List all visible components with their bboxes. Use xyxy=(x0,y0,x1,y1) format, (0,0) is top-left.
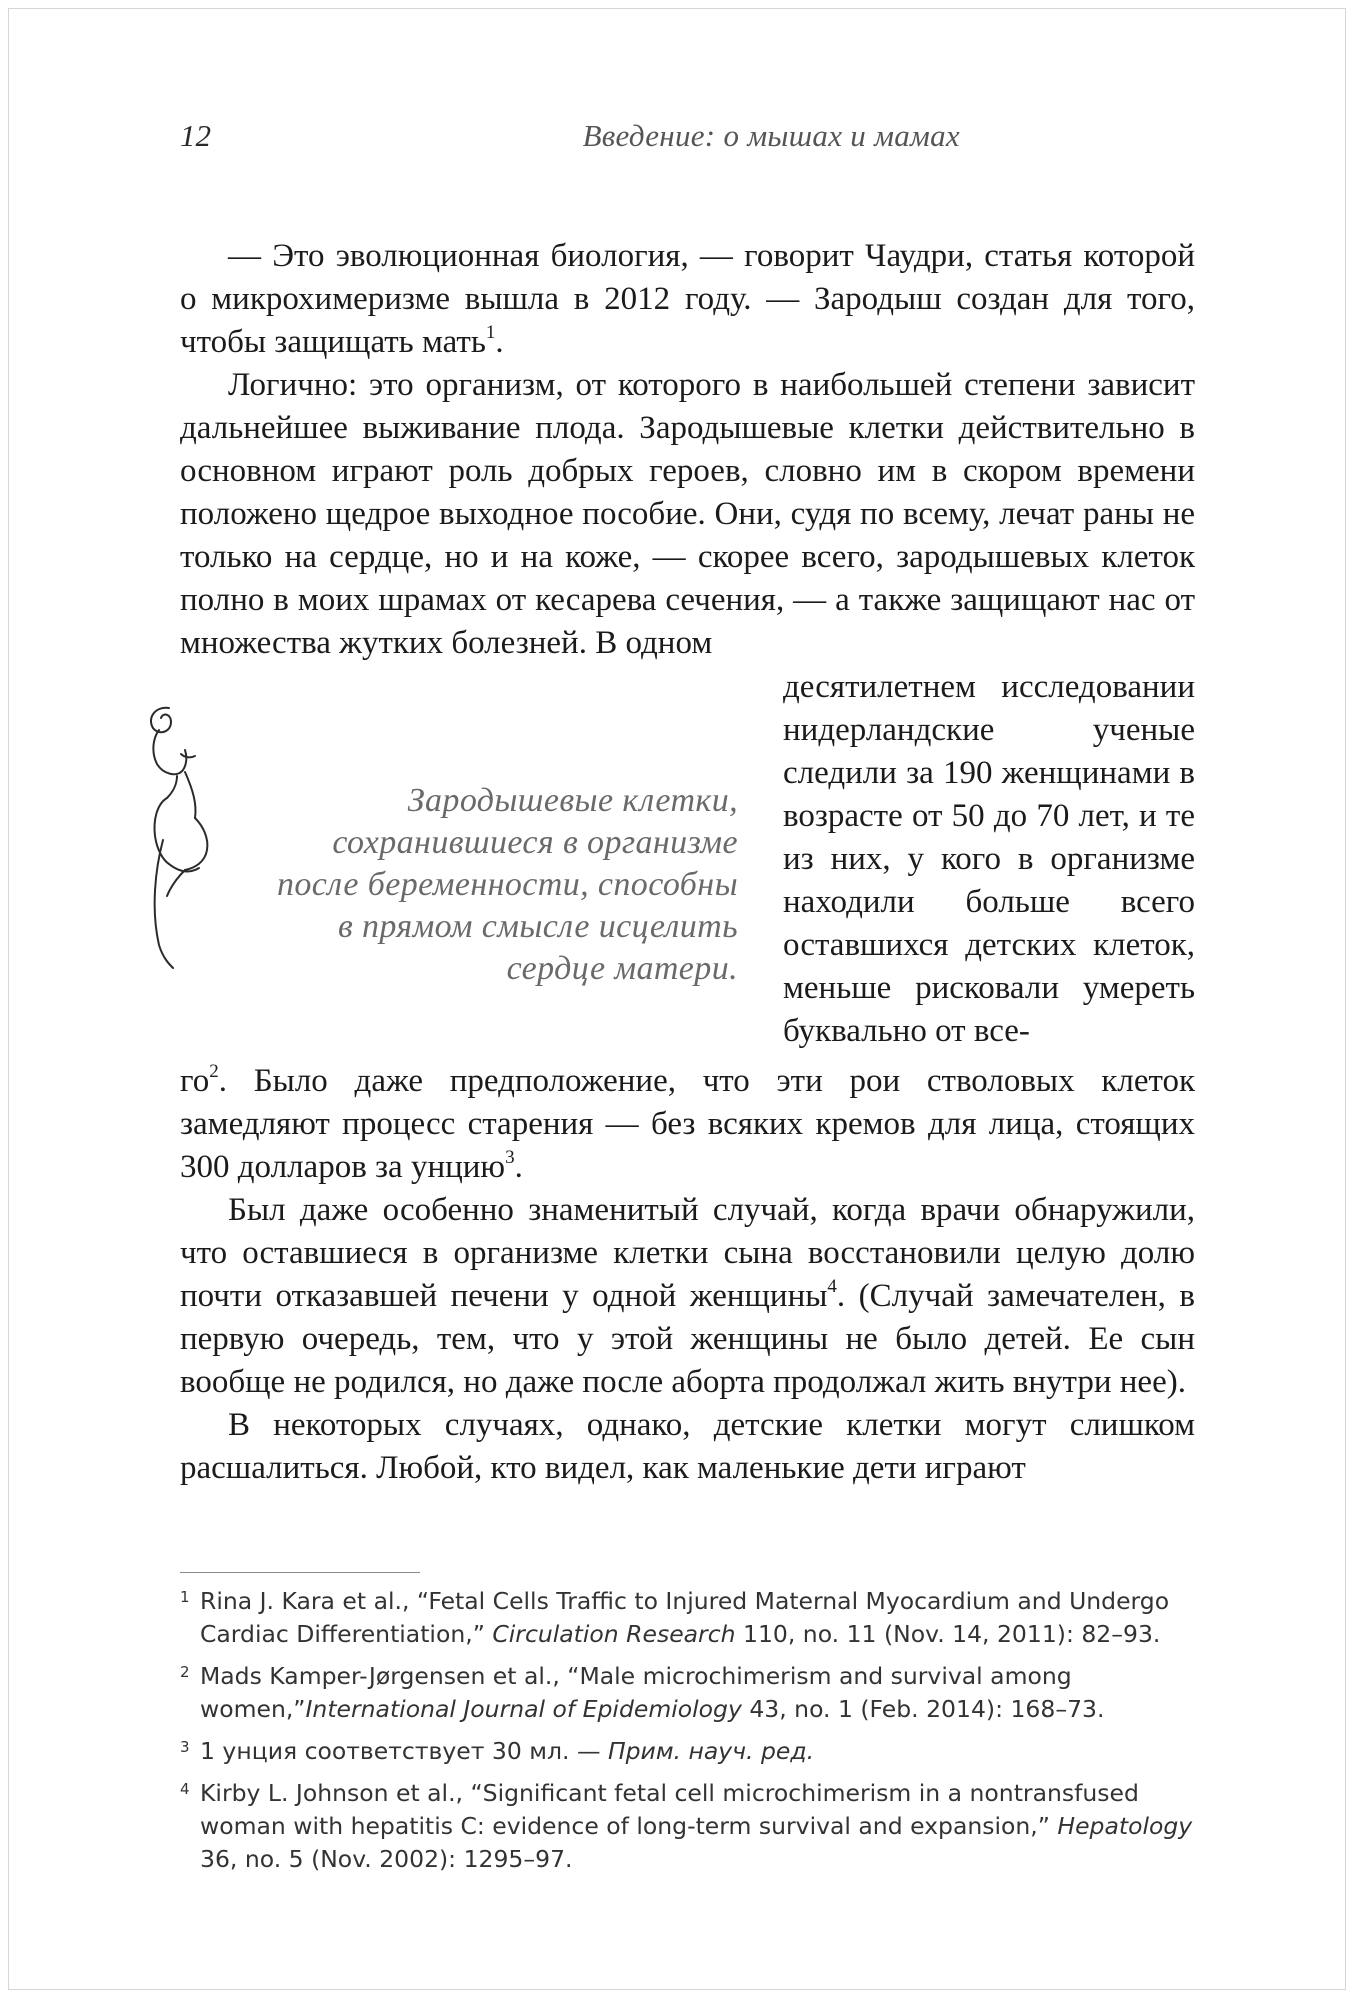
footnote-ref: 2 xyxy=(209,1061,219,1082)
body-text-upper xyxy=(180,235,1195,665)
paragraph-cells-misbehave: В некоторых случаях, однако, детские клетки могут слишком расшалиться. Любой, кто видел, как маленькие дети играют xyxy=(180,1407,1195,1486)
paragraph-logic: Логично: это организм, от которого в наибольшей степени зависит дальнейшее выживание плода. Зародышевые клетки действительно в основном играют роль добрых героев, словно им в скором времени положено щедрое выходное пособие. Они, судя по всему, лечат раны не только на сердце, но и на коже, — скорее всего, зародышевых клеток полно в моих шрамах от кесарева сечения, — а также защищают нас от множества жутких болезней. В одном xyxy=(180,367,1195,661)
footnotes xyxy=(180,1585,1195,1885)
footnote-ref: 1 xyxy=(485,322,496,343)
pull-quote: Зародышевые клетки, сохранившиеся в организме после беременности, способны в прямом смысле исцелить сердце матери. xyxy=(276,782,738,987)
footnote: 1 Rina J. Kara et al., “Fetal Cells Traffic to Injured Maternal Myocardium and Undergo Cardiac Differentiation,” Circulation Research 110, no. 11 (Nov. 14, 2011): 82–93. xyxy=(180,1587,1170,1648)
footnote: 3 1 унция соответствует 30 мл. — Прим. науч. ред. xyxy=(180,1737,815,1765)
footnote: 2 Mads Kamper-Jørgensen et al., “Male microchimerism and survival among women,”International Journal of Epidemiology 43, no. 1 (Feb. 2014): 168–73. xyxy=(180,1662,1105,1723)
footnote-ref: 4 xyxy=(827,1276,837,1297)
body-text-lower xyxy=(180,1060,1195,1490)
paragraph-continuation: $го^2$. Было даже предположение, что эти рои стволовых клеток замедляют процесс старения — без всяких кремов для лица, стоящих 300 долларов за унцию$^3$. xyxy=(180,1061,1195,1185)
paragraph-quote: — Это эволюционная биология, — говорит Чаудри, статья которой о микрохимеризме вышла в 2012 году. — Зародыш создан для того, чтобы защищать мать$^1$. xyxy=(180,238,1195,360)
running-title: Введение: о мышах и мамах xyxy=(582,118,960,153)
footnote-ref: 3 xyxy=(505,1147,515,1168)
page-number: 12 xyxy=(180,118,211,153)
footnote: 4 Kirby L. Johnson et al., “Significant fetal cell microchimerism in a nontransfused woman with hepatitis C: evidence of long-term survival and expansion,” Hepatology 36, no. 5 (Nov. 2002): 1295–97. xyxy=(180,1779,1193,1873)
footnote-divider xyxy=(180,1572,420,1573)
paragraph-famous-case: Был даже особенно знаменитый случай, когда врачи обнаружили, что оставшиеся в организме клетки сына восстановили целую долю почти отказавшей печени у одной женщины$^4$. (Случай замечателен, в первую очередь, тем, что у этой женщины не было детей. Ее сын вообще не родился, но даже после аборта продолжал жить внутри нее). xyxy=(180,1192,1195,1400)
body-text-narrow-column: десятилетнем исследовании нидерландские ученые следили за 190 женщинами в возрасте от 50 до 70 лет, и те из них, у кого в организме находили больше всего оставшихся детских клеток, меньше рисковали умереть буквально от все- xyxy=(783,669,1195,1049)
